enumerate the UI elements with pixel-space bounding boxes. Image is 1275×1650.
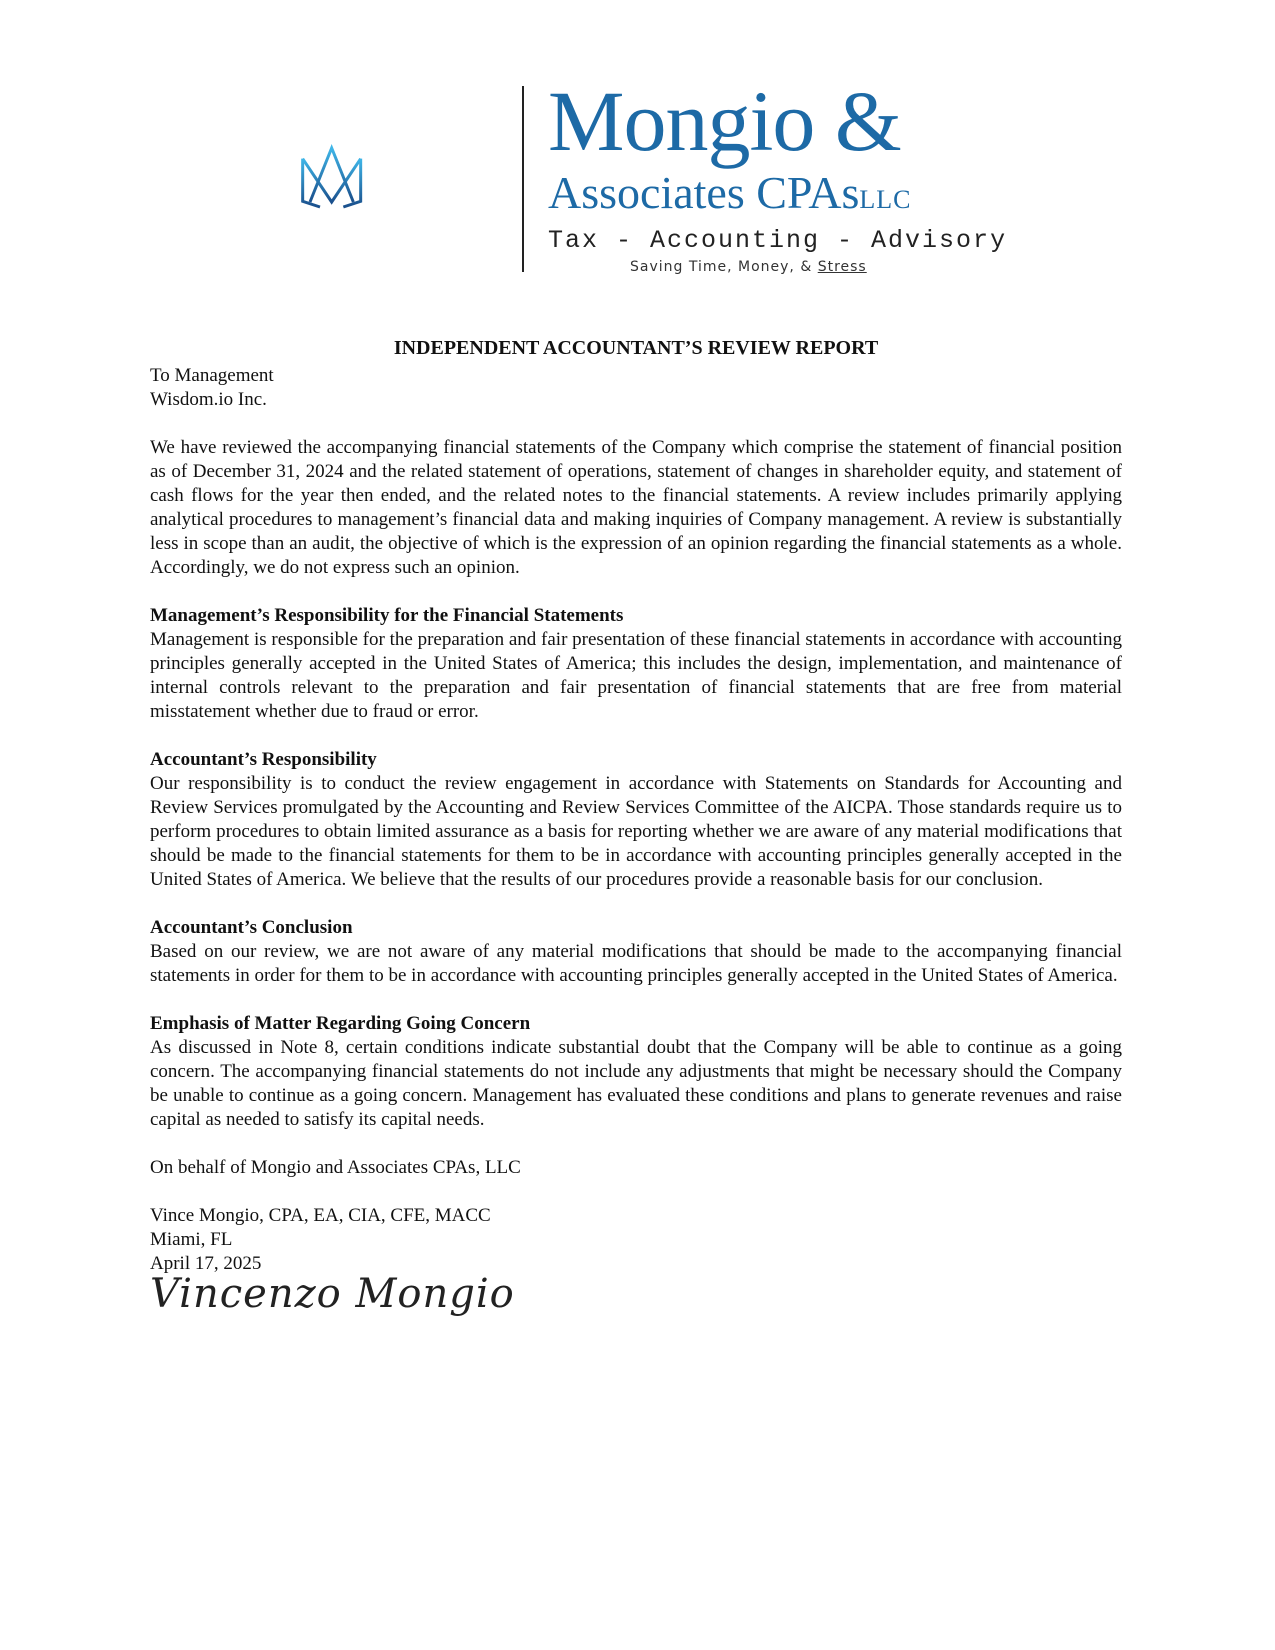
section-body: As discussed in Note 8, certain conditions indicate substantial doubt that the Company will be able to continue as a going concern. The accompanying financial statements do not include any adjustments that might be necessary should the Company be unable to continue as a going concern. Management has evaluated these conditions and plans to generate revenues and raise capital as needed to satisfy its capital needs.	[150, 1037, 1122, 1130]
slogan-underlined: Stress	[817, 259, 867, 275]
firm-name-line1: Mongio &	[548, 73, 901, 169]
signer-location: Miami, FL	[150, 1229, 233, 1250]
section-going-concern	[150, 1012, 1122, 1132]
section-body: Management is responsible for the preparation and fair presentation of these financial statements in accordance with accounting principles generally accepted in the United States of America; this includes the design, implementation, and maintenance of internal controls relevant to the preparation and fair presentation of financial statements that are free from material misstatement whether due to fraud or error.	[150, 629, 1122, 722]
section-heading: Management’s Responsibility for the Financial Statements	[150, 605, 624, 626]
section-body: Based on our review, we are not aware of any material modifications that should be made to the accompanying financial statements in order for them to be in accordance with accounting principles generally accepted in the United States of America.	[150, 941, 1122, 986]
firm-llc: LLC	[859, 185, 912, 214]
section-body: Our responsibility is to conduct the review engagement in accordance with Statements on Standards for Accounting and Review Services promulgated by the Accounting and Review Services Committee of the AICPA. Those standards require us to perform procedures to obtain limited assurance as a basis for reporting whether we are aware of any material modifications that should be made to the financial statements for them to be in accordance with accounting principles generally accepted in the United States of America. We believe that the results of our procedures provide a reasonable basis for our conclusion.	[150, 773, 1122, 890]
addressee-line: To Management	[150, 365, 274, 386]
intro-paragraph: We have reviewed the accompanying financial statements of the Company which comprise the statement of financial position as of December 31, 2024 and the related statement of operations, statement of changes in shareholder equity, and statement of cash flows for the year then ended, and the related notes to the financial statements. A review includes primarily applying analytical procedures to management’s financial data and making inquiries of Company management. A review is substantially less in scope than an audit, the objective of which is the expression of an opinion regarding the financial statements as a whole. Accordingly, we do not express such an opinion.	[150, 437, 1122, 578]
firm-wordmark	[548, 73, 1008, 275]
signer-name: Vince Mongio, CPA, EA, CIA, CFE, MACC	[150, 1205, 491, 1226]
report-body	[150, 336, 1122, 1317]
handwritten-signature: Vincenzo Mongio	[150, 1271, 515, 1317]
section-heading: Accountant’s Conclusion	[150, 917, 353, 938]
slogan-text: Saving Time, Money, &	[630, 259, 818, 275]
closing-line: On behalf of Mongio and Associates CPAs, LLC	[150, 1157, 521, 1178]
firm-name-line2	[548, 167, 1007, 218]
logo-divider	[522, 86, 524, 272]
section-management-responsibility	[150, 604, 1122, 724]
section-accountant-responsibility	[150, 748, 1122, 892]
report-date: April 17, 2025	[150, 1253, 262, 1274]
firm-name-associates: Associates CPAs	[548, 167, 860, 218]
report-title: INDEPENDENT ACCOUNTANT’S REVIEW REPORT	[393, 337, 879, 359]
section-heading: Accountant’s Responsibility	[150, 749, 377, 770]
firm-slogan	[630, 259, 1007, 275]
section-heading: Emphasis of Matter Regarding Going Concern	[150, 1013, 531, 1034]
section-accountant-conclusion	[150, 916, 1122, 988]
crown-m-logo-icon	[300, 72, 520, 292]
signer-block	[150, 1204, 1122, 1317]
firm-tagline: Tax - Accounting - Advisory	[548, 226, 1008, 255]
addressee-company: Wisdom.io Inc.	[150, 389, 267, 410]
